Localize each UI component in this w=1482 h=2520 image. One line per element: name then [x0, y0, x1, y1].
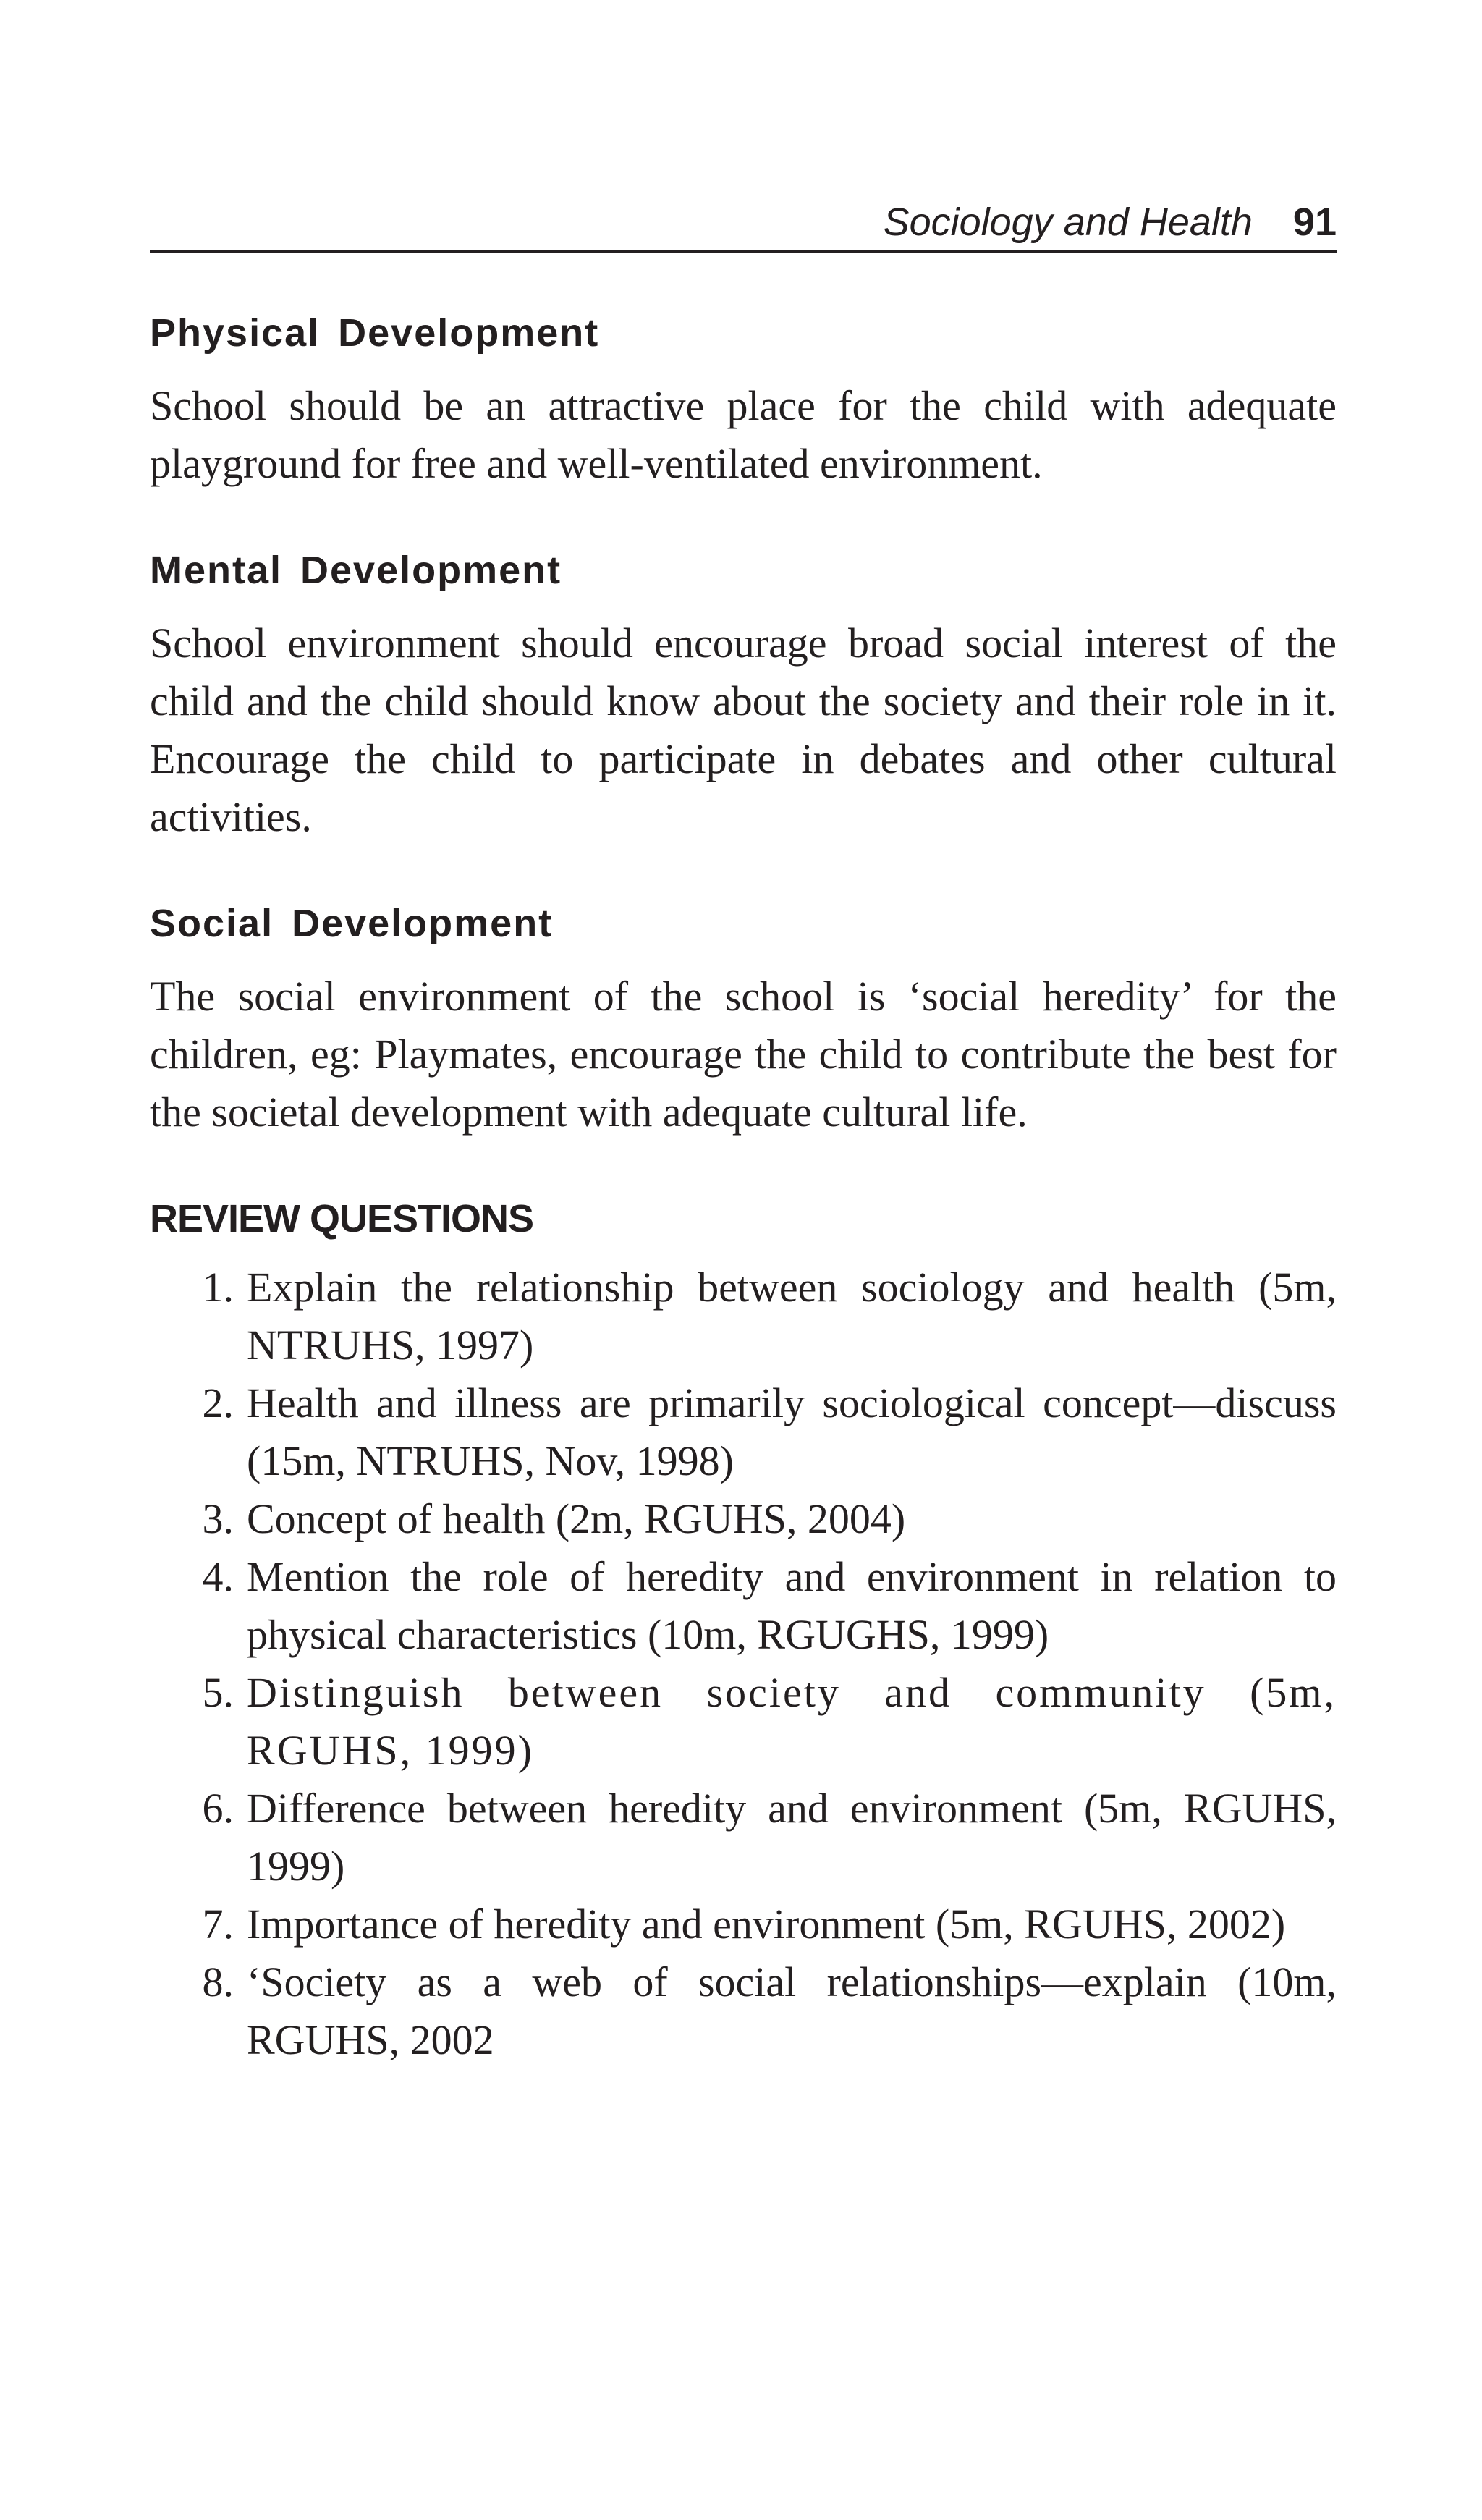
review-question: [150, 1780, 1337, 1895]
question-text: Explain the relationship between sociology and health (5m, NTRUHS, 1997): [247, 1264, 1337, 1369]
running-title: Sociology and Health: [883, 200, 1253, 244]
question-number: 2.: [202, 1379, 234, 1426]
question-text: Difference between heredity and environment (5m, RGUHS, 1999): [247, 1785, 1337, 1890]
question-text: Mention the role of heredity and environment in relation to physical characteristics (10m, RGUGHS, 1999): [247, 1553, 1337, 1658]
question-number: 4.: [202, 1553, 234, 1600]
book-page: [150, 200, 1337, 2069]
question-number: 6.: [202, 1785, 234, 1832]
page-number: 91: [1292, 200, 1337, 244]
question-number: 8.: [202, 1958, 234, 2005]
question-text: Distinguish between society and community (5m, RGUHS, 1999): [247, 1669, 1337, 1774]
review-question: [150, 1490, 1337, 1548]
review-question: [150, 1895, 1337, 1953]
running-header: [150, 200, 1337, 253]
review-questions-heading: REVIEW QUESTIONS: [150, 1197, 534, 1240]
review-questions-list: [150, 1259, 1337, 2069]
section-body-social: The social environment of the school is ‘social heredity’ for the children, eg: Playmates, encourage the child to contribute the best for the societal development with adequate cultural life.: [150, 973, 1337, 1136]
section-body-physical: School should be an attractive place for the child with adequate playground for free and well-ventilated environment.: [150, 382, 1337, 487]
review-question: [150, 1953, 1337, 2069]
question-text: Health and illness are primarily sociological concept—discuss (15m, NTRUHS, Nov, 1998): [247, 1379, 1337, 1484]
section-heading-mental: Mental Development: [150, 549, 562, 592]
question-number: 1.: [202, 1264, 234, 1311]
question-text: Importance of heredity and environment (5m, RGUHS, 2002): [247, 1900, 1286, 1948]
review-question: [150, 1548, 1337, 1664]
section-heading-social: Social Development: [150, 902, 554, 945]
question-number: 7.: [202, 1900, 234, 1948]
section-heading-physical: Physical Development: [150, 311, 600, 355]
question-number: 5.: [202, 1669, 234, 1716]
question-text: ‘Society as a web of social relationships—explain (10m, RGUHS, 2002: [247, 1958, 1337, 2063]
section-body-mental: School environment should encourage broad social interest of the child and the child should know about the society and their role in it. Encourage the child to participate in debates and other cultural activities.: [150, 620, 1337, 840]
question-text: Concept of health (2m, RGUHS, 2004): [247, 1495, 906, 1542]
review-question: [150, 1374, 1337, 1490]
review-question: [150, 1259, 1337, 1374]
review-question: [150, 1664, 1337, 1780]
question-number: 3.: [202, 1495, 234, 1542]
